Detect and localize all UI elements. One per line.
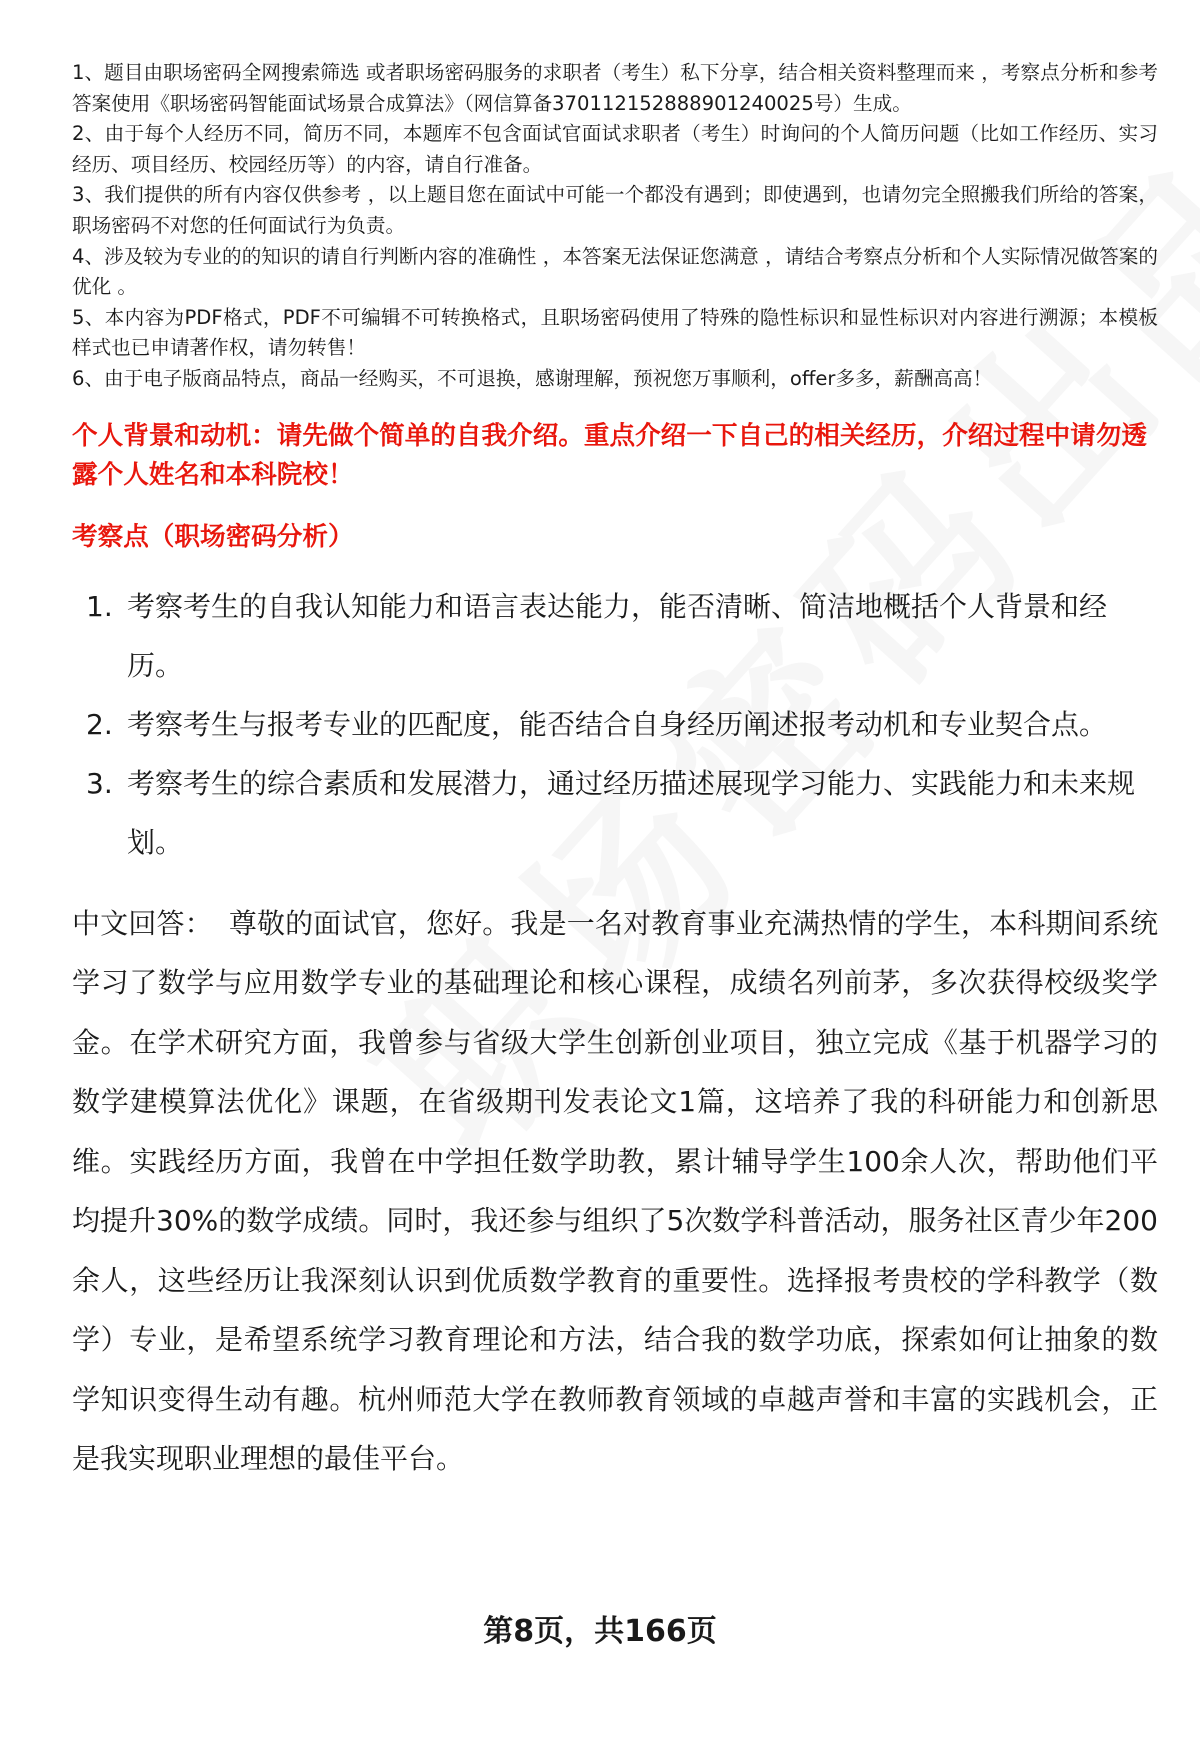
question-title: 个人背景和动机：请先做个简单的自我介绍。重点介绍一下自己的相关经历，介绍过程中请勿透露个人姓名和本科院校！ <box>72 420 1147 490</box>
point-text: 考察考生的综合素质和发展潜力，通过经历描述展现学习能力、实践能力和未来规划。 <box>127 766 1136 859</box>
analysis-point <box>72 577 1158 695</box>
notice-item: 4、涉及较为专业的的知识的请自行判断内容的准确性 ，本答案无法保证您满意 ，请结合考察点分析和个人实际情况做答案的优化 。 <box>72 244 1158 299</box>
point-text: 考察考生的自我认知能力和语言表达能力，能否清晰、简洁地概括个人背景和经历。 <box>127 589 1108 682</box>
notice-item: 2、由于每个人经历不同，简历不同，本题库不包含面试官面试求职者（考生）时询问的个人简历问题（比如工作经历、实习经历、项目经历、校园经历等）的内容，请自行准备。 <box>72 122 1158 176</box>
notice-item: 6、由于电子版商品特点，商品一经购买，不可退换，感谢理解，预祝您万事顺利，offer多多，薪酬高高！ <box>72 366 993 390</box>
document-page <box>72 58 1158 1489</box>
point-number: 3. <box>86 766 113 800</box>
page-number: 第8页，共166页 <box>483 1614 717 1649</box>
point-number: 1. <box>86 589 113 623</box>
answer-paragraph <box>72 894 1158 1489</box>
point-text: 考察考生与报考专业的匹配度，能否结合自身经历阐述报考动机和专业契合点。 <box>127 707 1108 741</box>
point-number: 2. <box>86 707 113 741</box>
notice-item: 1、题目由职场密码全网搜索筛选 或者职场密码服务的求职者（考生）私下分享，结合相关资料整理而来 ，考察点分析和参考答案使用《职场密码智能面试场景合成算法》（网信算备370112152888901240025号）生成。 <box>72 61 1158 115</box>
analysis-point <box>72 695 1158 754</box>
analysis-point <box>72 754 1158 872</box>
analysis-title: 考察点（职场密码分析） <box>72 521 354 552</box>
answer-lead: 中文回答： <box>72 906 213 940</box>
analysis-points <box>72 577 1158 872</box>
answer-text: 尊敬的面试官，您好。我是一名对教育事业充满热情的学生，本科期间系统学习了数学与应用数学专业的基础理论和核心课程，成绩名列前茅，多次获得校级奖学金。在学术研究方面，我曾参与省级大学生创新创业项目，独立完成《基于机器学习的数学建模算法优化》课题，在省级期刊发表论文1篇，这培养了我的科研能力和创新思维。实践经历方面，我曾在中学担任数学助教，累计辅导学生100余人次，帮助他们平均提升30%的数学成绩。同时，我还参与组织了5次数学科普活动，服务社区青少年200余人，这些经历让我深刻认识到优质数学教育的重要性。选择报考贵校的学科教学（数学）专业，是希望系统学习教育理论和方法，结合我的数学功底，探索如何让抽象的数学知识变得生动有趣。杭州师范大学在教师教育领域的卓越声誉和丰富的实践机会，正是我实现职业理想的最佳平台。 <box>72 906 1158 1476</box>
notice-list <box>72 58 1158 395</box>
notice-item: 5、本内容为PDF格式，PDF不可编辑不可转换格式，且职场密码使用了特殊的隐性标识和显性标识对内容进行溯源；本模板样式也已申请著作权，请勿转售！ <box>72 305 1158 360</box>
notice-item: 3、我们提供的所有内容仅供参考 ，以上题目您在面试中可能一个都没有遇到；即使遇到，也请勿完全照搬我们所给的答案，职场密码不对您的任何面试行为负责。 <box>72 183 1158 237</box>
